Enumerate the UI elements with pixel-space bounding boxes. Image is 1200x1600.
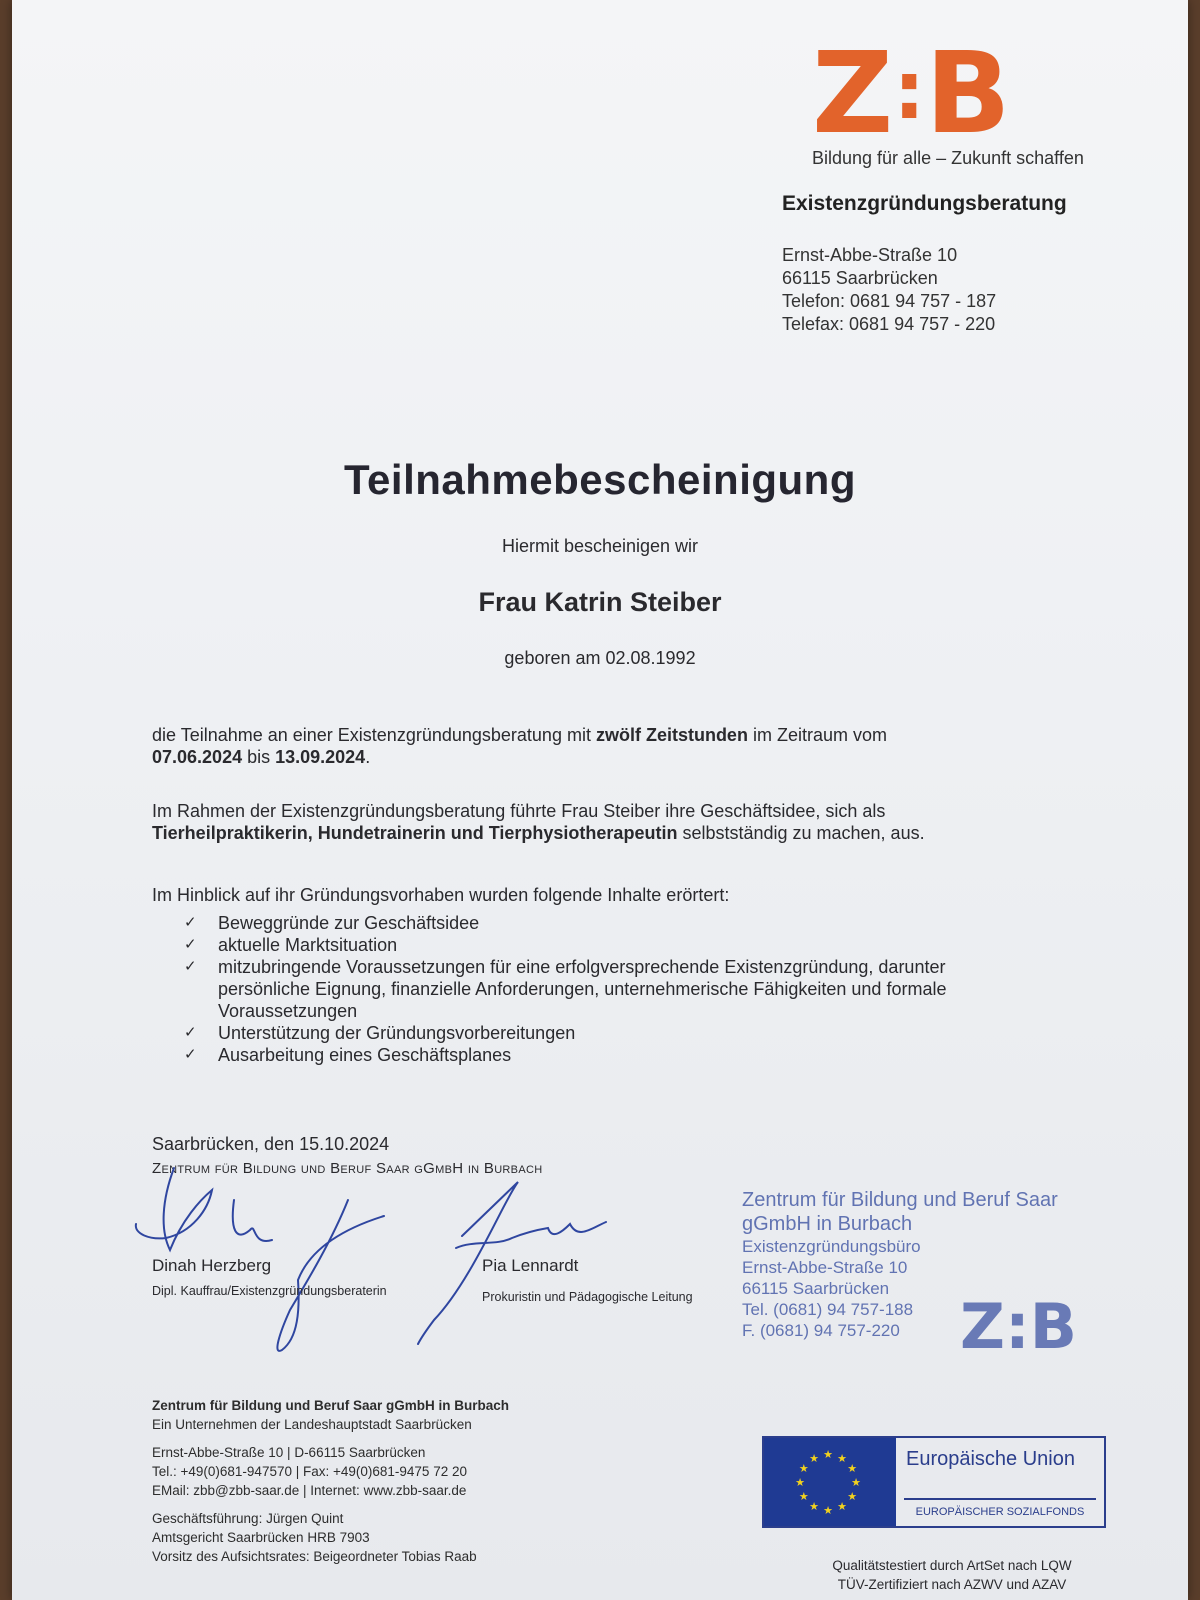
eu-star-icon: ★ xyxy=(809,1501,819,1514)
quality-certification xyxy=(772,1556,1132,1594)
eu-star-icon: ★ xyxy=(847,1463,858,1475)
p2-text-b: selbstständig zu machen, aus. xyxy=(677,823,925,843)
department-heading: Existenzgründungsberatung xyxy=(782,192,1067,215)
stamp-line: Existenzgründungsbüro xyxy=(742,1237,921,1256)
eu-star-icon: ★ xyxy=(823,1449,833,1461)
stamp-line: 66115 Saarbrücken xyxy=(742,1279,890,1298)
stamp-line: F. (0681) 94 757-220 xyxy=(742,1321,900,1340)
birth-date: geboren am 02.08.1992 xyxy=(504,648,696,668)
topics-intro: Im Hinblick auf ihr Gründungsvorhaben wurden folgende Inhalte erörtert: xyxy=(152,885,730,905)
eu-title: Europäische Union xyxy=(906,1448,1075,1470)
eu-star-icon: ★ xyxy=(847,1491,858,1503)
address-city: 66115 Saarbrücken xyxy=(782,268,938,288)
footer xyxy=(152,1396,509,1566)
eu-subtitle: EUROPÄISCHER SOZIALFONDS xyxy=(904,1498,1096,1518)
eu-star-icon: ★ xyxy=(851,1477,861,1489)
stamp-line: Ernst-Abbe-Straße 10 xyxy=(742,1258,908,1277)
list-item: ✓ Beweggründe zur Geschäftsidee xyxy=(184,912,1024,934)
p2-text-a: Im Rahmen der Existenzgründungsberatung führte Frau Steiber ihre Geschäftsidee, sich als xyxy=(152,801,886,821)
stamp-line: Zentrum für Bildung und Beruf Saar xyxy=(742,1189,1058,1211)
quality-line: Qualitätstestiert durch ArtSet nach LQW xyxy=(832,1558,1072,1573)
footer-board: Vorsitz des Aufsichtsrates: Beigeordneter Tobias Raab xyxy=(152,1549,477,1564)
header-address xyxy=(782,244,996,336)
stamp-line: gGmbH in Burbach xyxy=(742,1213,913,1235)
place-date: Saarbrücken, den 15.10.2024 xyxy=(152,1134,390,1154)
list-item: ✓ Ausarbeitung eines Geschäftsplanes xyxy=(184,1044,1024,1066)
zbb-logo: Z:B xyxy=(812,29,1009,159)
list-item: ✓ Unterstützung der Gründungsvorbereitungen xyxy=(184,1022,1024,1044)
stamp-line: Tel. (0681) 94 757-188 xyxy=(742,1300,914,1319)
certificate-title: Teilnahmebescheinigung xyxy=(344,456,856,503)
p2-professions: Tierheilpraktikerin, Hundetrainerin und Tierphysiotherapeutin xyxy=(152,823,678,843)
certificate-intro: Hiermit bescheinigen wir xyxy=(501,536,699,556)
eu-funding-badge xyxy=(762,1436,1106,1528)
signatures xyxy=(122,1160,642,1400)
list-item: ✓ aktuelle Marktsituation xyxy=(184,934,1024,956)
signer1-name: Dinah Herzberg xyxy=(152,1256,272,1275)
stamp-logo: Z:B xyxy=(960,1290,1078,1363)
p1-text-c: bis xyxy=(242,747,276,767)
eu-star-icon: ★ xyxy=(809,1452,819,1465)
tagline: Bildung für alle – Zukunft schaffen xyxy=(812,148,1084,168)
address-street: Ernst-Abbe-Straße 10 xyxy=(782,245,958,265)
eu-star-icon: ★ xyxy=(798,1491,809,1503)
list-item: ✓ mitzubringende Voraussetzungen für eine erfolgversprechende Existenzgründung, darunter persönliche Eignung, finanzielle Anforderungen, unternehmerische Fähigkeiten und formale Voraussetzungen xyxy=(184,956,1024,1022)
footer-address: Ernst-Abbe-Straße 10 | D-66115 Saarbrücken xyxy=(152,1445,426,1460)
participant-name: Frau Katrin Steiber xyxy=(478,587,722,617)
eu-star-icon: ★ xyxy=(798,1463,809,1475)
footer-owner: Ein Unternehmen der Landeshauptstadt Saarbrücken xyxy=(152,1417,472,1432)
participation-paragraph xyxy=(152,724,1032,768)
p1-text-b: im Zeitraum vom xyxy=(747,725,887,745)
footer-company: Zentrum für Bildung und Beruf Saar gGmbH in Burbach xyxy=(152,1398,510,1413)
footer-register: Amtsgericht Saarbrücken HRB 7903 xyxy=(152,1530,370,1545)
business-idea-paragraph xyxy=(152,800,1032,844)
p1-text-d: . xyxy=(365,747,371,767)
signer2-name: Pia Lennardt xyxy=(482,1256,579,1275)
address-phone: Telefon: 0681 94 757 - 187 xyxy=(782,291,997,311)
organization-name: Zentrum für Bildung und Beruf Saar gGmbH in Burbach xyxy=(152,1160,543,1177)
footer-email-web: EMail: zbb@zbb-saar.de | Internet: www.zbb-saar.de xyxy=(152,1483,467,1498)
eu-star-icon: ★ xyxy=(795,1477,805,1489)
footer-phone-fax: Tel.: +49(0)681-947570 | Fax: +49(0)681-9475 72 20 xyxy=(152,1464,467,1479)
eu-flag-icon xyxy=(764,1438,896,1526)
signer1-role: Dipl. Kauffrau/Existenzgründungsberaterin xyxy=(152,1284,387,1298)
certificate-page xyxy=(12,0,1188,1600)
p1-text-a: die Teilnahme an einer Existenzgründungsberatung mit xyxy=(152,725,596,745)
address-fax: Telefax: 0681 94 757 - 220 xyxy=(782,314,996,334)
eu-star-icon: ★ xyxy=(823,1505,833,1517)
signer2-role: Prokuristin und Pädagogische Leitung xyxy=(482,1290,693,1304)
eu-star-icon: ★ xyxy=(837,1452,847,1465)
p1-end-date: 13.09.2024 xyxy=(275,747,366,767)
eu-star-icon: ★ xyxy=(837,1501,847,1514)
topics-list xyxy=(184,912,1024,1066)
footer-management: Geschäftsführung: Jürgen Quint xyxy=(152,1511,344,1526)
p1-start-date: 07.06.2024 xyxy=(152,747,243,767)
quality-line: TÜV-Zertifiziert nach AZWV und AZAV xyxy=(837,1577,1067,1592)
p1-hours: zwölf Zeitstunden xyxy=(595,725,748,745)
